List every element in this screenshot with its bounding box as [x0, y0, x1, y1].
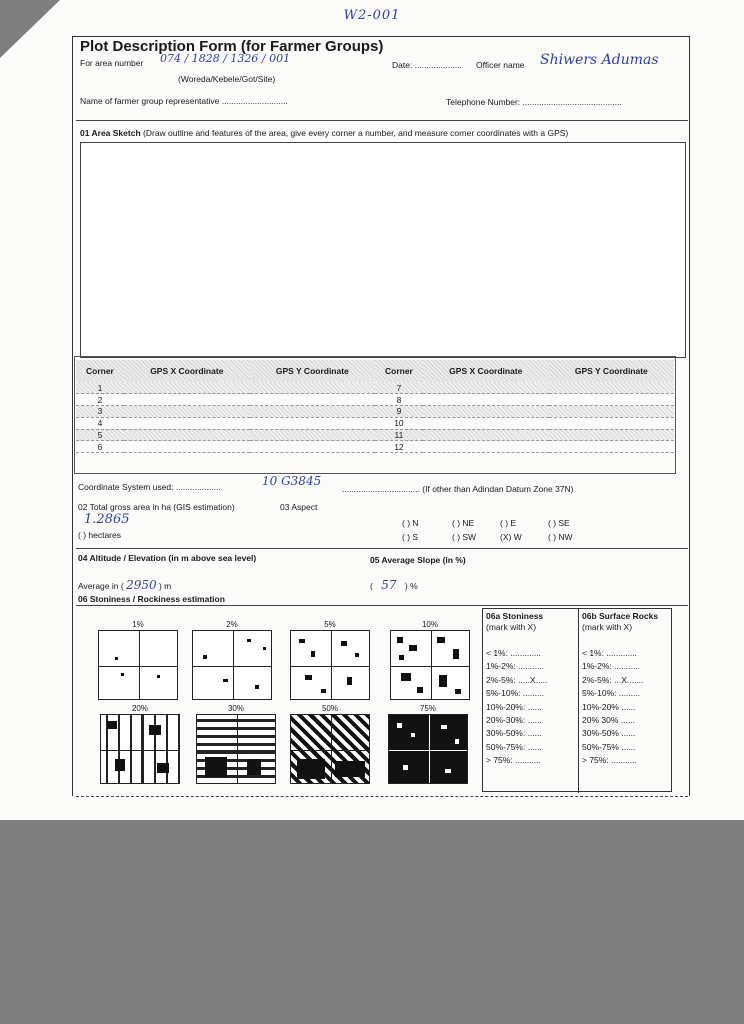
stoniness-option[interactable]: 1%-2%: ...........	[486, 661, 545, 672]
divider	[76, 120, 688, 121]
stone-percent-label: 20%	[131, 704, 148, 713]
header-gps-x: GPS X Coordinate	[423, 360, 549, 382]
page-bottom-edge	[76, 796, 688, 797]
aspect-s[interactable]: ( ) S	[402, 532, 419, 542]
stone-percent-label: 5%	[324, 620, 336, 629]
coordinate-system-note: ................................. (If other than Adindan Datum Zone 37N)	[342, 484, 574, 494]
table-row	[76, 441, 674, 453]
stone-percent-label: 50%	[321, 704, 338, 713]
surface-rocks-option[interactable]: 50%-75% ......	[582, 741, 636, 752]
surface-rocks-subtitle: (mark with X)	[582, 622, 633, 632]
hectares-option[interactable]: ( ) hectares	[78, 530, 121, 540]
altitude-prefix: Average in (	[78, 581, 124, 591]
area-number-label: For area number	[80, 58, 144, 68]
aspect-w[interactable]: (X) W	[500, 532, 522, 542]
gps-x-cell[interactable]	[423, 406, 549, 418]
stoniness-option[interactable]: 2%-5%: .....X.....	[486, 674, 548, 685]
corner-number: 9	[375, 406, 423, 418]
stoniness-panel	[482, 608, 672, 792]
area-number-value[interactable]: 074 / 1828 / 1326 / 001	[160, 52, 291, 65]
gps-x-cell[interactable]	[124, 417, 250, 429]
page-number: W2-001	[343, 8, 401, 23]
stoniness-subtitle: (mark with X)	[486, 622, 537, 632]
gps-y-cell[interactable]	[250, 382, 375, 394]
gps-y-cell[interactable]	[549, 382, 674, 394]
table-row	[76, 429, 674, 441]
stoniness-option[interactable]: > 75%: ...........	[486, 755, 542, 766]
aspect-n[interactable]: ( ) N	[402, 518, 419, 528]
stoniness-20pct-diagram	[100, 714, 180, 784]
gps-x-cell[interactable]	[423, 429, 549, 441]
surface-rocks-column	[578, 609, 673, 793]
header-corner: Corner	[76, 360, 124, 382]
stoniness-30pct-diagram	[196, 714, 276, 784]
stoniness-10pct-diagram	[390, 630, 470, 700]
gps-x-cell[interactable]	[124, 382, 250, 394]
stoniness-50pct-diagram	[290, 714, 370, 784]
telephone-field[interactable]: Telephone Number: ..........................................	[446, 97, 622, 107]
corner-number: 6	[76, 441, 124, 453]
coordinate-system-label: Coordinate System used: ...................	[78, 482, 221, 492]
officer-label: Officer name	[476, 60, 525, 70]
altitude-label: 04 Altitude / Elevation (in m above sea level)	[78, 553, 257, 563]
slope-suffix: ) %	[404, 581, 418, 591]
stoniness-2pct-diagram	[192, 630, 272, 700]
table-row	[76, 382, 674, 394]
aspect-ne[interactable]: ( ) NE	[452, 518, 475, 528]
gps-x-cell[interactable]	[423, 417, 549, 429]
stone-percent-label: 2%	[226, 620, 238, 629]
form-title: Plot Description Form (for Farmer Groups)	[80, 38, 384, 55]
stoniness-title: 06a Stoniness	[486, 611, 544, 621]
corner-number: 12	[375, 441, 423, 453]
stoniness-option[interactable]: 20%-30%: ......	[486, 715, 542, 726]
sketch-instructions: (Draw outline and features of the area, give every corner a number, and measure corner coordinates with a GPS)	[143, 128, 569, 138]
gps-y-cell[interactable]	[250, 406, 375, 418]
stoniness-option[interactable]: 5%-10%: .........	[486, 688, 545, 699]
date-field[interactable]: Date: ....................	[392, 60, 462, 70]
aspect-se[interactable]: ( ) SE	[548, 518, 570, 528]
corner-number: 2	[76, 394, 124, 406]
gps-x-cell[interactable]	[124, 394, 250, 406]
corner-number: 7	[375, 382, 423, 394]
stoniness-75pct-diagram	[388, 714, 468, 784]
gps-x-cell[interactable]	[423, 382, 549, 394]
gps-y-cell[interactable]	[549, 406, 674, 418]
gps-x-cell[interactable]	[124, 429, 250, 441]
altitude-value[interactable]: 2950	[126, 578, 157, 592]
gross-area-label: 02 Total gross area in ha (GIS estimation)	[78, 502, 235, 512]
surface-rocks-option[interactable]: 10%-20% ......	[582, 701, 636, 712]
surface-rocks-option[interactable]: < 1%: .............	[582, 648, 638, 658]
area-number-hint: (Woreda/Kebele/Got/Site)	[178, 74, 276, 84]
surface-rocks-option[interactable]: > 75%: ...........	[582, 755, 638, 766]
gross-area-value[interactable]: 1.2865	[84, 512, 130, 527]
table-row	[76, 417, 674, 429]
area-sketch-box[interactable]	[80, 142, 686, 358]
surface-rocks-option[interactable]: 2%-5%: ...X.......	[582, 674, 644, 685]
header-corner: Corner	[375, 360, 423, 382]
gps-y-cell[interactable]	[549, 417, 674, 429]
surface-rocks-option[interactable]: 20% 30% ......	[582, 715, 635, 726]
gps-x-cell[interactable]	[124, 441, 250, 453]
surface-rocks-option[interactable]: 30%-50% ......	[582, 728, 636, 739]
stone-percent-label: 75%	[419, 704, 436, 713]
representative-field[interactable]: Name of farmer group representative ............................	[80, 96, 288, 106]
gps-y-cell[interactable]	[250, 394, 375, 406]
stoniness-option[interactable]: 30%-50%: ......	[486, 728, 542, 739]
corner-number: 8	[375, 394, 423, 406]
gps-coordinate-table	[76, 360, 674, 453]
gps-x-cell[interactable]	[124, 406, 250, 418]
header-gps-y: GPS Y Coordinate	[250, 360, 375, 382]
surface-rocks-option[interactable]: 5%-10%: .........	[582, 688, 641, 699]
corner-number: 11	[375, 429, 423, 441]
gps-y-cell[interactable]	[549, 429, 674, 441]
header-gps-x: GPS X Coordinate	[124, 360, 250, 382]
aspect-label: 03 Aspect	[280, 502, 318, 512]
surface-rocks-option[interactable]: 1%-2%: ...........	[582, 661, 641, 672]
header-gps-y: GPS Y Coordinate	[549, 360, 674, 382]
sketch-label: 01 Area Sketch	[80, 128, 141, 138]
altitude-suffix: ) m	[158, 581, 172, 591]
gps-y-cell[interactable]	[250, 441, 375, 453]
stoniness-option[interactable]: < 1%: .............	[486, 648, 542, 658]
table-row	[76, 406, 674, 418]
officer-name-value[interactable]: Shiwers Adumas	[540, 52, 659, 68]
stoniness-5pct-diagram	[290, 630, 370, 700]
coordinate-system-value[interactable]: 10 G3845	[262, 474, 322, 488]
divider	[76, 548, 688, 549]
corner-number: 10	[375, 417, 423, 429]
table-header-row	[76, 360, 674, 382]
stone-percent-label: 30%	[227, 704, 244, 713]
corner-number: 5	[76, 429, 124, 441]
stoniness-option[interactable]: 10%-20%: ......	[486, 701, 542, 712]
gps-x-cell[interactable]	[423, 441, 549, 453]
gps-y-cell[interactable]	[549, 394, 674, 406]
gps-x-cell[interactable]	[423, 394, 549, 406]
stone-percent-label: 10%	[421, 620, 438, 629]
stoniness-label: 06 Stoniness / Rockiness estimation	[78, 594, 225, 604]
aspect-nw[interactable]: ( ) NW	[548, 532, 573, 542]
slope-prefix: (	[370, 581, 373, 591]
divider	[76, 605, 688, 606]
aspect-sw[interactable]: ( ) SW	[452, 532, 477, 542]
slope-value[interactable]: 57	[381, 578, 397, 592]
gps-y-cell[interactable]	[549, 441, 674, 453]
slope-label: 05 Average Slope (in %)	[370, 555, 466, 565]
corner-number: 4	[76, 417, 124, 429]
stoniness-column	[483, 609, 578, 793]
aspect-e[interactable]: ( ) E	[500, 518, 517, 528]
stoniness-1pct-diagram	[98, 630, 178, 700]
corner-number: 3	[76, 406, 124, 418]
surface-rocks-title: 06b Surface Rocks	[582, 611, 659, 621]
gps-y-cell[interactable]	[250, 429, 375, 441]
stoniness-option[interactable]: 50%-75%: ......	[486, 741, 542, 752]
gps-y-cell[interactable]	[250, 417, 375, 429]
stone-percent-label: 1%	[132, 620, 144, 629]
table-row	[76, 394, 674, 406]
corner-number: 1	[76, 382, 124, 394]
